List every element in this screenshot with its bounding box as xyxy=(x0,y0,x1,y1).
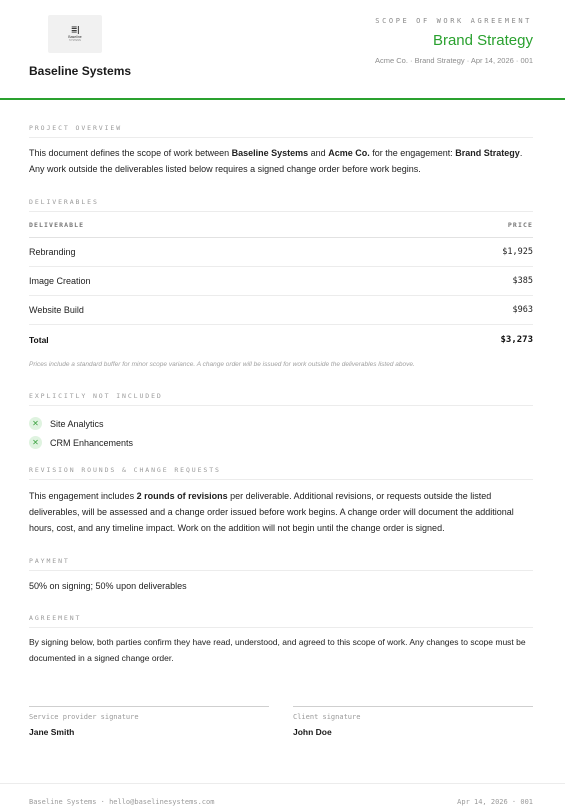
revisions-paragraph xyxy=(29,488,535,536)
overview-text: . Any work outside the deliverables listed below requires a signed change order before work begins. xyxy=(29,148,523,174)
overview-paragraph xyxy=(29,145,535,177)
table-header xyxy=(29,218,533,238)
overview-text: and xyxy=(308,148,329,158)
company-logo xyxy=(48,15,102,53)
table-total-row xyxy=(29,325,533,355)
deliverable-price: $963 xyxy=(512,305,533,315)
provider-signature-block xyxy=(29,706,269,737)
provider-signature-name: Jane Smith xyxy=(29,727,75,737)
logo-subtext: SYSTEMS xyxy=(69,39,81,42)
section-label-overview: PROJECT OVERVIEW xyxy=(29,124,533,138)
section-label-deliverables: DELIVERABLES xyxy=(29,198,533,212)
deliverable-price: $385 xyxy=(512,276,533,286)
deliverable-name: Image Creation xyxy=(29,276,91,286)
client-signature-name: John Doe xyxy=(293,727,332,737)
table-row xyxy=(29,296,533,325)
section-label-payment: PAYMENT xyxy=(29,557,533,571)
pricing-note: Prices include a standard buffer for minor scope variance. A change order will be issued for work outside the deliverables listed above. xyxy=(29,361,415,368)
document-header xyxy=(0,0,565,100)
logo-text: Baseline xyxy=(68,35,82,39)
footer-contact: Baseline Systems · hello@baselinesystems.com xyxy=(29,798,215,806)
table-row xyxy=(29,238,533,267)
document-kicker: SCOPE OF WORK AGREEMENT xyxy=(375,17,532,25)
revisions-text: per deliverable. Additional revisions, or requests outside the listed deliverables, will be assessed and a change order issued before work begins. A change order will document the additional hours, cost, and any timeline impact. Work on the addition will not begin until the change order is signed. xyxy=(29,491,514,533)
total-label: Total xyxy=(29,335,49,345)
excluded-item-label: Site Analytics xyxy=(50,418,104,429)
overview-text: for the engagement: xyxy=(369,148,456,158)
document-footer xyxy=(0,783,565,812)
overview-engagement: Brand Strategy xyxy=(455,148,520,158)
document-meta: Acme Co. · Brand Strategy · Apr 14, 2026 · 001 xyxy=(375,56,533,65)
total-value: $3,273 xyxy=(500,335,533,345)
document-title: Brand Strategy xyxy=(432,32,533,49)
deliverable-name: Website Build xyxy=(29,305,84,315)
list-item xyxy=(29,414,133,433)
section-label-agreement: AGREEMENT xyxy=(29,614,533,628)
excluded-list xyxy=(29,414,133,452)
column-header-deliverable: DELIVERABLE xyxy=(29,221,85,229)
table-row xyxy=(29,267,533,296)
deliverable-price: $1,925 xyxy=(502,247,533,257)
column-header-price: PRICE xyxy=(507,221,533,229)
company-name: Baseline Systems xyxy=(29,64,132,78)
footer-date: Apr 14, 2026 · 001 xyxy=(457,798,533,806)
payment-terms: 50% on signing; 50% upon deliverables xyxy=(29,581,187,591)
logo-mark: ≣| xyxy=(70,25,80,34)
section-label-revisions: REVISION ROUNDS & CHANGE REQUESTS xyxy=(29,466,533,480)
overview-text: This document defines the scope of work between xyxy=(29,148,232,158)
list-item xyxy=(29,433,133,452)
overview-provider: Baseline Systems xyxy=(231,148,309,158)
overview-client: Acme Co. xyxy=(328,148,370,158)
provider-signature-label: Service provider signature xyxy=(29,713,139,721)
deliverables-table xyxy=(29,218,533,355)
client-signature-label: Client signature xyxy=(293,713,361,721)
excluded-item-label: CRM Enhancements xyxy=(50,437,134,448)
revisions-rounds: 2 rounds of revisions xyxy=(136,491,228,501)
section-label-excluded: EXPLICITLY NOT INCLUDED xyxy=(29,392,533,406)
client-signature-block xyxy=(293,706,533,737)
cross-icon: ✕ xyxy=(29,417,42,430)
deliverable-name: Rebranding xyxy=(29,247,76,257)
revisions-text: This engagement includes xyxy=(29,491,137,501)
cross-icon: ✕ xyxy=(29,436,42,449)
agreement-paragraph: By signing below, both parties confirm they have read, understood, and agreed to this scope of work. Any changes to scope must be documented in a signed change order. xyxy=(29,637,526,663)
